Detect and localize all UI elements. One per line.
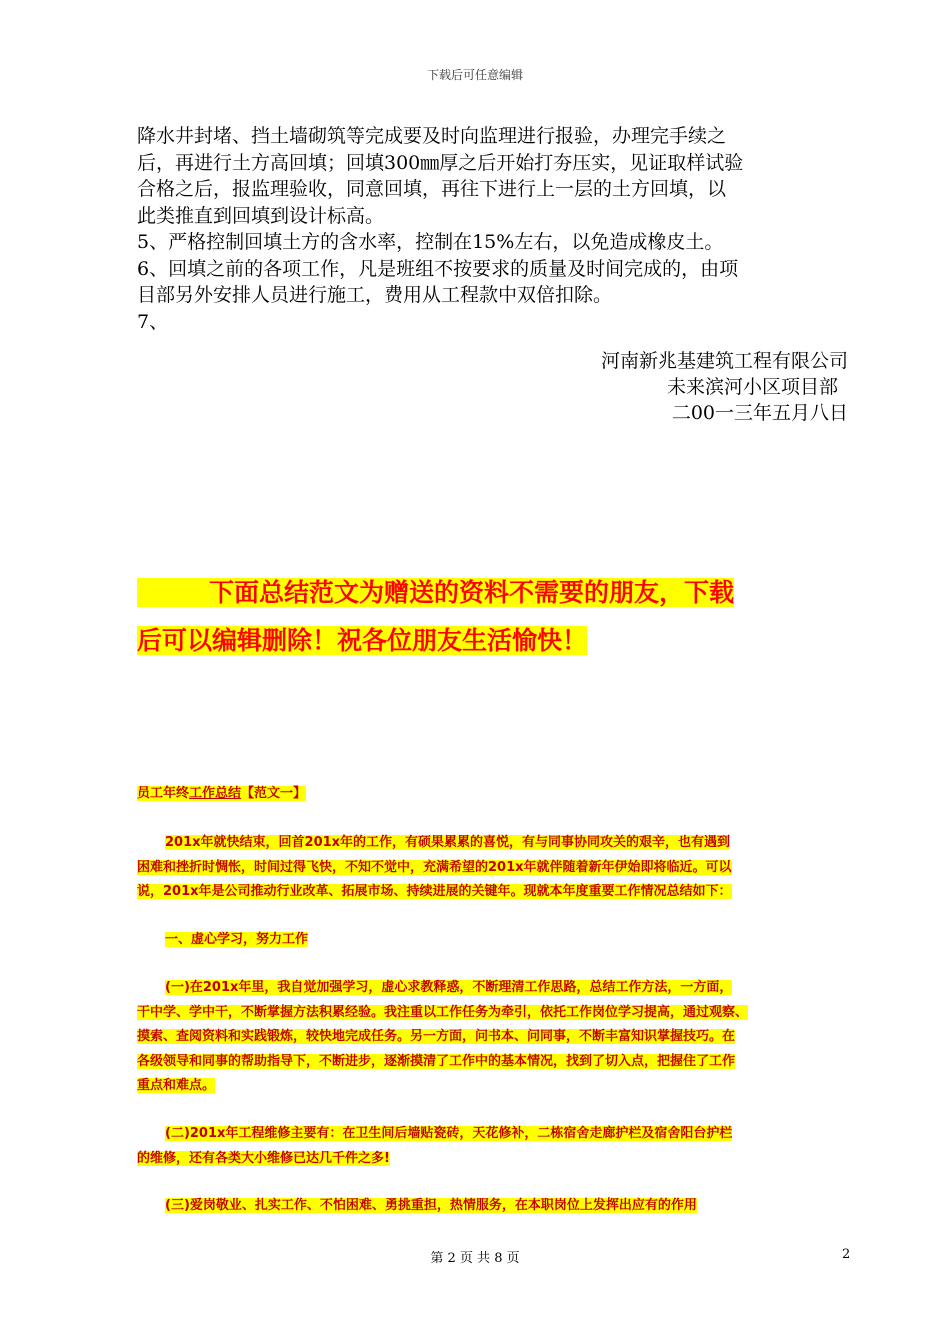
- page-footer: 第 2 页 共 8 页: [430, 1251, 520, 1266]
- promo-text-2: 后可以编辑删除！祝各位朋友生活愉快！: [137, 626, 588, 655]
- paragraph-line: 的维修，还有各类大小维修已达几千件之多!: [137, 1150, 390, 1166]
- body-line: 合格之后，报监理验收，同意回填，再往下进行上一层的土方回填，以: [137, 178, 727, 200]
- summary-title-b: 工作总结: [189, 786, 242, 801]
- page-number: 2: [842, 1247, 851, 1262]
- signature-date: 二00一三年五月八日: [671, 402, 848, 424]
- body-line: 7、: [137, 310, 169, 333]
- body-line: 5、严格控制回填土方的含水率，控制在15%左右，以免造成橡皮土。: [137, 231, 724, 253]
- paragraph-line: 说，201x年是公司推动行业改革、拓展市场、持续进展的关键年。现就本年度重要工作情况总结如下：: [137, 884, 732, 899]
- paragraph-line: (三)爱岗敬业、扎实工作、不怕困难、勇挑重担，热情服务，在本职岗位上发挥出应有的作用: [165, 1198, 697, 1213]
- promo-line-2: [137, 625, 587, 657]
- body-line: 6、回填之前的各项工作，凡是班组不按要求的质量及时间完成的，由项: [137, 257, 739, 280]
- paragraph-line: (一)在201x年里，我自觉加强学习，虚心求教释惑，不断理清工作思路，总结工作方法，一方面，: [165, 980, 733, 995]
- signature-company: 河南新兆基建筑工程有限公司: [600, 350, 848, 372]
- body-text: [137, 123, 857, 335]
- summary-title: [137, 782, 861, 807]
- paragraph-line: 重点和难点。: [137, 1078, 216, 1093]
- paragraph-line: 摸索、查阅资料和实践锻炼，较快地完成任务。另一方面，问书本、问同事，不断丰富知识掌握技巧。在: [137, 1029, 736, 1044]
- summary-paragraph-1: [137, 831, 861, 905]
- summary-heading-1: [137, 928, 861, 953]
- body-line: 降水井封堵、挡土墙砌筑等完成要及时向监理进行报验，办理完手续之: [137, 125, 727, 147]
- summary-title-c: 【范文一】: [241, 786, 307, 801]
- body-line: 目部另外安排人员进行施工，费用从工程款中双倍扣除。: [137, 284, 613, 306]
- summary-paragraph-3: [137, 1122, 861, 1171]
- page-header: 下载后可任意编辑: [426, 68, 523, 82]
- paragraph-line: 201x年就快结束，回首201x年的工作，有硕果累累的喜悦，有与同事协同攻关的艰辛，也有遇到: [165, 835, 731, 850]
- heading-text: 一、虚心学习，努力工作: [165, 932, 309, 947]
- paragraph-line: (二)201x年工程维修主要有：在卫生间后墙贴瓷砖，天花修补，二栋宿舍走廊护栏及宿舍阳台护栏: [165, 1126, 733, 1141]
- summary-paragraph-2: [137, 976, 861, 1099]
- paragraph-line: 困难和挫折时惆怅，时间过得飞快，不知不觉中，充满希望的201x年就伴随着新年伊始即将临近。可以: [137, 859, 732, 875]
- body-line: 后，再进行土方高回填；回填300㎜厚之后开始打夯压实，见证取样试验: [137, 151, 744, 174]
- summary-title-a: 员工年终: [137, 786, 190, 801]
- promo-text-1: 下面总结范文为赠送的资料不需要的朋友，下载: [137, 578, 734, 607]
- signature-department: 未来滨河小区项目部: [666, 376, 838, 398]
- body-line: 此类推直到回填到设计标高。: [137, 204, 385, 227]
- promo-line-1: [137, 577, 734, 609]
- paragraph-line: 干中学、学中干，不断掌握方法积累经验。我注重以工作任务为牵引，依托工作岗位学习提高，通过观察、: [137, 1004, 749, 1020]
- summary-paragraph-4: [137, 1194, 861, 1219]
- paragraph-line: 各级领导和同事的帮助指导下，不断进步，逐渐摸清了工作中的基本情况，找到了切入点，把握住了工作: [137, 1053, 736, 1069]
